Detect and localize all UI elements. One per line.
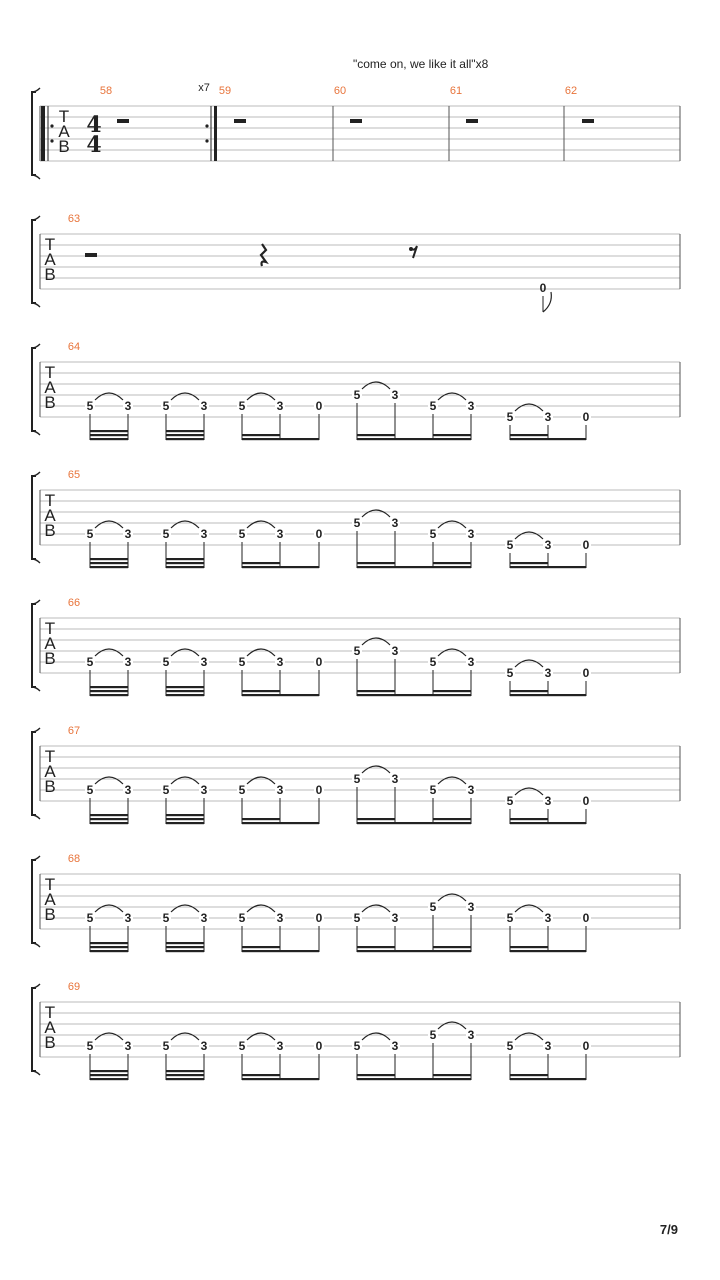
fret-number: 3 <box>276 1039 284 1053</box>
beam-primary <box>242 566 319 568</box>
slur <box>515 660 543 667</box>
slur <box>438 1022 466 1029</box>
beam-primary <box>166 1078 204 1080</box>
beam-primary <box>90 566 128 568</box>
measure-number: 67 <box>67 725 81 737</box>
fret-number: 3 <box>124 655 132 669</box>
measure-number: 58 <box>99 85 113 97</box>
beam-primary <box>510 438 586 440</box>
tab-letter-t: T <box>44 1003 56 1022</box>
tab-letter-b: B <box>44 905 56 924</box>
fret-number: 3 <box>391 772 399 786</box>
slur <box>247 905 275 912</box>
fret-number: 5 <box>353 388 361 402</box>
tab-letter-b: B <box>44 265 56 284</box>
fret-number: 3 <box>544 410 552 424</box>
fret-number: 5 <box>238 911 246 925</box>
beam-secondary <box>357 562 395 564</box>
fret-number: 3 <box>544 794 552 808</box>
bracket-hook <box>32 600 40 691</box>
fret-number: 0 <box>539 281 547 295</box>
beam-primary <box>510 822 586 824</box>
beam-primary <box>357 694 471 696</box>
fret-number: 5 <box>506 410 514 424</box>
bracket-hook <box>32 984 40 1075</box>
fret-number: 5 <box>353 644 361 658</box>
fret-number: 0 <box>315 527 323 541</box>
repeat-end-thick-bar <box>214 106 217 161</box>
fret-number: 5 <box>86 783 94 797</box>
tab-letter-a: A <box>44 890 56 909</box>
fret-number: 0 <box>582 538 590 552</box>
fret-number: 3 <box>467 783 475 797</box>
tab-letter-b: B <box>44 393 56 412</box>
beam-secondary <box>357 690 395 692</box>
slur <box>247 521 275 528</box>
staff-bracket <box>32 732 36 815</box>
slur <box>171 1033 199 1040</box>
fret-number: 5 <box>506 794 514 808</box>
fret-number: 5 <box>429 527 437 541</box>
fret-number: 3 <box>467 1028 475 1042</box>
staff-bracket <box>32 476 36 559</box>
staff-bracket <box>32 604 36 687</box>
beam-primary <box>166 566 204 568</box>
beam-secondary <box>357 818 395 820</box>
beam-secondary <box>242 562 280 564</box>
tab-letter-t: T <box>58 107 70 126</box>
beam-primary <box>242 694 319 696</box>
fret-number: 5 <box>429 900 437 914</box>
beam-secondary <box>90 562 128 564</box>
fret-number: 3 <box>124 527 132 541</box>
measure-number: 61 <box>449 85 463 97</box>
tab-letter-t: T <box>44 619 56 638</box>
bracket-hook <box>32 344 40 435</box>
beam-tertiary <box>166 686 204 688</box>
fret-number: 3 <box>276 399 284 413</box>
quarter-rest <box>261 244 266 266</box>
fret-number: 5 <box>162 911 170 925</box>
beam-secondary <box>242 818 280 820</box>
staff-6 <box>32 725 680 824</box>
measure-number: 66 <box>67 597 81 609</box>
lyric-annotation: "come on, we like it all"x8 <box>353 57 489 71</box>
beam-tertiary <box>166 814 204 816</box>
slur <box>95 393 123 400</box>
staff-7 <box>32 853 680 952</box>
beam-secondary <box>242 434 280 436</box>
beam-secondary <box>357 1074 395 1076</box>
fret-number: 5 <box>429 783 437 797</box>
fret-number: 3 <box>276 655 284 669</box>
slur <box>515 905 543 912</box>
half-rest <box>466 119 478 123</box>
fret-number: 3 <box>124 399 132 413</box>
staff-bracket <box>32 220 36 303</box>
tab-letter-a: A <box>44 762 56 781</box>
fret-number: 5 <box>162 655 170 669</box>
tab-letter-b: B <box>44 777 56 796</box>
bracket-hook <box>32 216 40 307</box>
fret-number: 3 <box>276 527 284 541</box>
slur <box>515 532 543 539</box>
fret-number: 5 <box>86 1039 94 1053</box>
slur <box>247 393 275 400</box>
beam-secondary <box>242 946 280 948</box>
slur <box>362 905 390 912</box>
beam-secondary <box>166 562 204 564</box>
fret-number: 5 <box>86 527 94 541</box>
tab-letter-b: B <box>58 137 70 156</box>
slur <box>362 510 390 517</box>
fret-number: 0 <box>582 794 590 808</box>
beam-secondary <box>510 690 548 692</box>
beam-primary <box>242 438 319 440</box>
beam-tertiary <box>90 558 128 560</box>
fret-number: 0 <box>582 1039 590 1053</box>
bracket-hook <box>32 472 40 563</box>
fret-number: 3 <box>276 911 284 925</box>
fret-number: 3 <box>391 388 399 402</box>
beam-primary <box>510 1078 586 1080</box>
fret-number: 3 <box>467 399 475 413</box>
fret-number: 0 <box>582 911 590 925</box>
beam-secondary <box>166 1074 204 1076</box>
beam-secondary <box>433 690 471 692</box>
beam-secondary <box>90 818 128 820</box>
repeat-dot <box>50 124 53 127</box>
beam-secondary <box>433 562 471 564</box>
beam-tertiary <box>166 1070 204 1072</box>
fret-number: 5 <box>429 399 437 413</box>
slur <box>438 521 466 528</box>
slur <box>515 1033 543 1040</box>
fret-number: 0 <box>582 410 590 424</box>
half-rest <box>350 119 362 123</box>
beam-primary <box>90 1078 128 1080</box>
slur <box>362 638 390 645</box>
slur <box>95 777 123 784</box>
fret-number: 3 <box>200 783 208 797</box>
tab-letter-t: T <box>44 235 56 254</box>
slur <box>362 382 390 389</box>
repeat-start-thick-bar <box>41 106 45 161</box>
tab-letter-b: B <box>44 521 56 540</box>
beam-secondary <box>510 562 548 564</box>
repeat-count: x7 <box>198 82 210 94</box>
fret-number: 5 <box>353 911 361 925</box>
slur <box>95 649 123 656</box>
measure-number: 59 <box>218 85 232 97</box>
tab-letter-b: B <box>44 1033 56 1052</box>
beam-primary <box>357 950 471 952</box>
fret-number: 0 <box>315 783 323 797</box>
repeat-dot <box>50 139 53 142</box>
tab-letter-a: A <box>58 122 70 141</box>
beam-primary <box>510 566 586 568</box>
measure-number: 65 <box>67 469 81 481</box>
fret-number: 3 <box>544 666 552 680</box>
fret-number: 0 <box>315 1039 323 1053</box>
tab-letter-t: T <box>44 491 56 510</box>
time-signature-top: 4 <box>86 112 102 138</box>
slur <box>95 905 123 912</box>
beam-secondary <box>166 434 204 436</box>
staff-5 <box>32 597 680 696</box>
half-rest <box>117 119 129 123</box>
eighth-rest-dot <box>409 247 413 251</box>
slur <box>362 766 390 773</box>
slur <box>515 788 543 795</box>
measure-number: 63 <box>67 213 81 225</box>
fret-number: 3 <box>391 644 399 658</box>
fret-number: 0 <box>315 399 323 413</box>
fret-number: 5 <box>86 399 94 413</box>
beam-secondary <box>510 818 548 820</box>
beam-primary <box>166 438 204 440</box>
page-number: 7/9 <box>659 1222 678 1237</box>
slur <box>515 404 543 411</box>
tab-letter-t: T <box>44 363 56 382</box>
beam-primary <box>510 950 586 952</box>
fret-number: 3 <box>391 516 399 530</box>
fret-number: 3 <box>124 783 132 797</box>
fret-number: 0 <box>315 655 323 669</box>
beam-primary <box>166 694 204 696</box>
fret-number: 3 <box>200 527 208 541</box>
tab-letter-a: A <box>44 1018 56 1037</box>
fret-number: 5 <box>506 1039 514 1053</box>
fret-number: 3 <box>391 1039 399 1053</box>
fret-number: 3 <box>124 911 132 925</box>
fret-number: 5 <box>506 911 514 925</box>
beam-secondary <box>242 1074 280 1076</box>
tab-letter-b: B <box>44 649 56 668</box>
beam-primary <box>90 438 128 440</box>
bracket-hook <box>32 88 40 179</box>
half-rest <box>85 253 97 257</box>
measure-number: 64 <box>67 341 81 353</box>
fret-number: 5 <box>238 783 246 797</box>
slur <box>438 894 466 901</box>
fret-number: 5 <box>429 1028 437 1042</box>
beam-primary <box>357 1078 471 1080</box>
fret-number: 5 <box>238 1039 246 1053</box>
staff-bracket <box>32 348 36 431</box>
beam-primary <box>166 950 204 952</box>
fret-number: 5 <box>238 399 246 413</box>
fret-number: 5 <box>506 538 514 552</box>
slur <box>171 649 199 656</box>
fret-number: 3 <box>467 900 475 914</box>
fret-number: 3 <box>124 1039 132 1053</box>
half-rest <box>582 119 594 123</box>
fret-number: 3 <box>544 1039 552 1053</box>
beam-secondary <box>90 946 128 948</box>
tab-letter-a: A <box>44 250 56 269</box>
beam-secondary <box>166 946 204 948</box>
beam-tertiary <box>90 686 128 688</box>
beam-secondary <box>90 1074 128 1076</box>
time-signature-bottom: 4 <box>86 132 102 158</box>
beam-primary <box>90 950 128 952</box>
fret-number: 3 <box>544 538 552 552</box>
beam-secondary <box>433 1074 471 1076</box>
slur <box>247 777 275 784</box>
tab-letter-a: A <box>44 634 56 653</box>
fret-number: 0 <box>582 666 590 680</box>
beam-tertiary <box>166 942 204 944</box>
repeat-dot <box>205 124 208 127</box>
slur <box>438 393 466 400</box>
slur <box>171 777 199 784</box>
slur <box>171 521 199 528</box>
beam-primary <box>242 950 319 952</box>
beam-secondary <box>433 946 471 948</box>
slur <box>362 1033 390 1040</box>
tab-letter-a: A <box>44 378 56 397</box>
fret-number: 3 <box>276 783 284 797</box>
beam-secondary <box>510 946 548 948</box>
beam-secondary <box>357 946 395 948</box>
tab-letter-t: T <box>44 747 56 766</box>
fret-number: 5 <box>353 1039 361 1053</box>
fret-number: 5 <box>86 655 94 669</box>
fret-number: 5 <box>353 516 361 530</box>
staff-bracket <box>32 860 36 943</box>
beam-primary <box>510 694 586 696</box>
half-rest <box>234 119 246 123</box>
beam-secondary <box>433 818 471 820</box>
bracket-hook <box>32 728 40 819</box>
beam-secondary <box>166 818 204 820</box>
fret-number: 0 <box>315 911 323 925</box>
slur <box>95 521 123 528</box>
beam-secondary <box>510 434 548 436</box>
fret-number: 5 <box>238 527 246 541</box>
beam-primary <box>357 822 471 824</box>
repeat-dot <box>205 139 208 142</box>
bracket-hook <box>32 856 40 947</box>
staff-8 <box>32 981 680 1080</box>
beam-tertiary <box>90 430 128 432</box>
slur <box>171 393 199 400</box>
fret-number: 5 <box>162 527 170 541</box>
fret-number: 5 <box>86 911 94 925</box>
staff-4 <box>32 469 680 568</box>
slur <box>438 777 466 784</box>
fret-number: 5 <box>238 655 246 669</box>
beam-secondary <box>242 690 280 692</box>
beam-secondary <box>510 1074 548 1076</box>
staff-bracket <box>32 92 36 175</box>
beam-primary <box>357 566 471 568</box>
beam-secondary <box>166 690 204 692</box>
beam-primary <box>242 822 319 824</box>
fret-number: 3 <box>467 655 475 669</box>
tab-letter-a: A <box>44 506 56 525</box>
fret-number: 5 <box>506 666 514 680</box>
fret-number: 5 <box>429 655 437 669</box>
fret-number: 5 <box>353 772 361 786</box>
beam-secondary <box>90 434 128 436</box>
staff-3 <box>32 341 680 440</box>
beam-secondary <box>90 690 128 692</box>
slur <box>95 1033 123 1040</box>
beam-tertiary <box>166 558 204 560</box>
tab-letter-t: T <box>44 875 56 894</box>
beam-primary <box>166 822 204 824</box>
beam-primary <box>90 822 128 824</box>
fret-number: 3 <box>467 527 475 541</box>
beam-secondary <box>433 434 471 436</box>
staff-1 <box>32 82 680 179</box>
fret-number: 5 <box>162 1039 170 1053</box>
measure-number: 68 <box>67 853 81 865</box>
beam-tertiary <box>90 1070 128 1072</box>
fret-number: 3 <box>200 911 208 925</box>
slur <box>247 1033 275 1040</box>
beam-primary <box>242 1078 319 1080</box>
beam-tertiary <box>90 814 128 816</box>
beam-secondary <box>357 434 395 436</box>
slur <box>438 649 466 656</box>
fret-number: 3 <box>200 655 208 669</box>
measure-number: 69 <box>67 981 81 993</box>
fret-number: 3 <box>200 399 208 413</box>
fret-number: 3 <box>391 911 399 925</box>
fret-number: 5 <box>162 783 170 797</box>
staff-bracket <box>32 988 36 1071</box>
fret-number: 5 <box>162 399 170 413</box>
beam-tertiary <box>166 430 204 432</box>
beam-primary <box>357 438 471 440</box>
beam-primary <box>90 694 128 696</box>
fret-number: 3 <box>544 911 552 925</box>
measure-number: 60 <box>333 85 347 97</box>
staff-2 <box>32 213 680 312</box>
note-flag <box>543 292 551 312</box>
measure-number: 62 <box>564 85 578 97</box>
slur <box>247 649 275 656</box>
fret-number: 3 <box>200 1039 208 1053</box>
beam-tertiary <box>90 942 128 944</box>
slur <box>171 905 199 912</box>
